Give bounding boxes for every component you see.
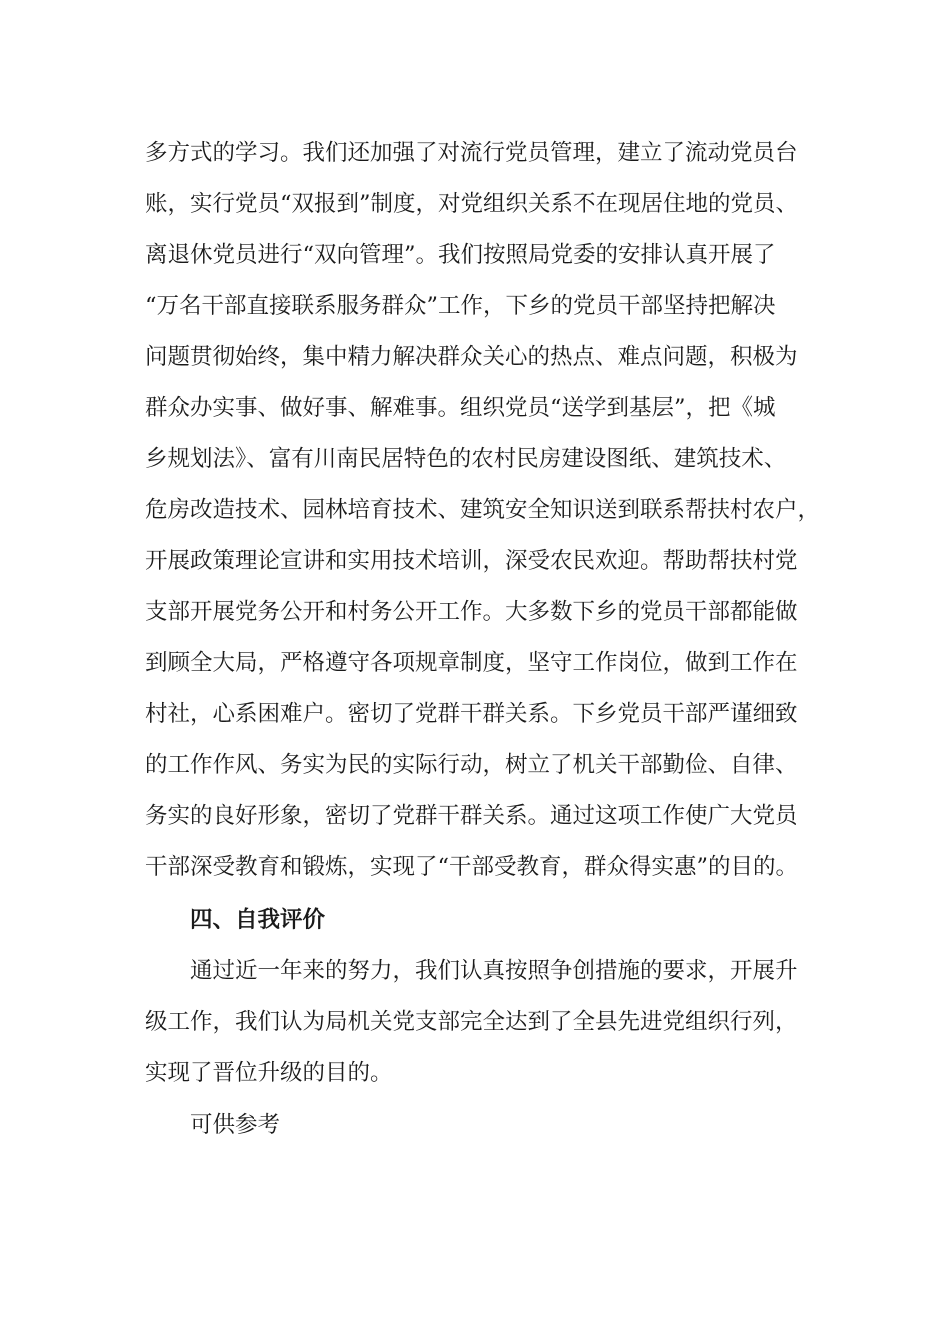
paragraph-line: 群众办实事、做好事、解难事。组织党员“送学到基层”，把《城 xyxy=(145,395,776,421)
paragraph-line: 到顾全大局，严格遵守各项规章制度，坚守工作岗位，做到工作在 xyxy=(145,650,798,676)
section-heading: 四、自我评价 xyxy=(190,907,326,933)
closing-note: 可供参考 xyxy=(190,1112,281,1138)
paragraph-line: 多方式的学习。我们还加强了对流行党员管理，建立了流动党员台 xyxy=(145,140,798,166)
paragraph-line: 账，实行党员“双报到”制度，对党组织关系不在现居住地的党员、 xyxy=(145,191,799,217)
paragraph-line: 支部开展党务公开和村务公开工作。大多数下乡的党员干部都能做 xyxy=(145,599,798,625)
paragraph-line: 实现了晋位升级的目的。 xyxy=(145,1060,393,1086)
paragraph-line: 通过近一年来的努力，我们认真按照争创措施的要求，开展升 xyxy=(190,958,798,984)
paragraph-line: 乡规划法》、富有川南民居特色的农村民房建设图纸、建筑技术、 xyxy=(145,446,787,472)
paragraph-line: 务实的良好形象，密切了党群干群关系。通过这项工作使广大党员 xyxy=(145,803,798,829)
paragraph-line: 问题贯彻始终，集中精力解决群众关心的热点、难点问题，积极为 xyxy=(145,344,798,370)
paragraph-line: 的工作作风、务实为民的实际行动，树立了机关干部勤俭、自律、 xyxy=(145,752,798,778)
paragraph-line: 离退休党员进行“双向管理”。我们按照局党委的安排认真开展了 xyxy=(145,242,776,268)
paragraph-line: 开展政策理论宣讲和实用技术培训，深受农民欢迎。帮助帮扶村党 xyxy=(145,548,798,574)
paragraph-line: 干部深受教育和锻炼，实现了“干部受教育，群众得实惠”的目的。 xyxy=(145,854,799,880)
paragraph-line: “万名干部直接联系服务群众”工作，下乡的党员干部坚持把解决 xyxy=(145,293,776,319)
paragraph-line: 级工作，我们认为局机关党支部完全达到了全县先进党组织行列， xyxy=(145,1009,798,1035)
paragraph-line: 村社，心系困难户。密切了党群干群关系。下乡党员干部严谨细致 xyxy=(145,701,798,727)
paragraph-line: 危房改造技术、园林培育技术、建筑安全知识送到联系帮扶村农户， xyxy=(145,497,821,523)
